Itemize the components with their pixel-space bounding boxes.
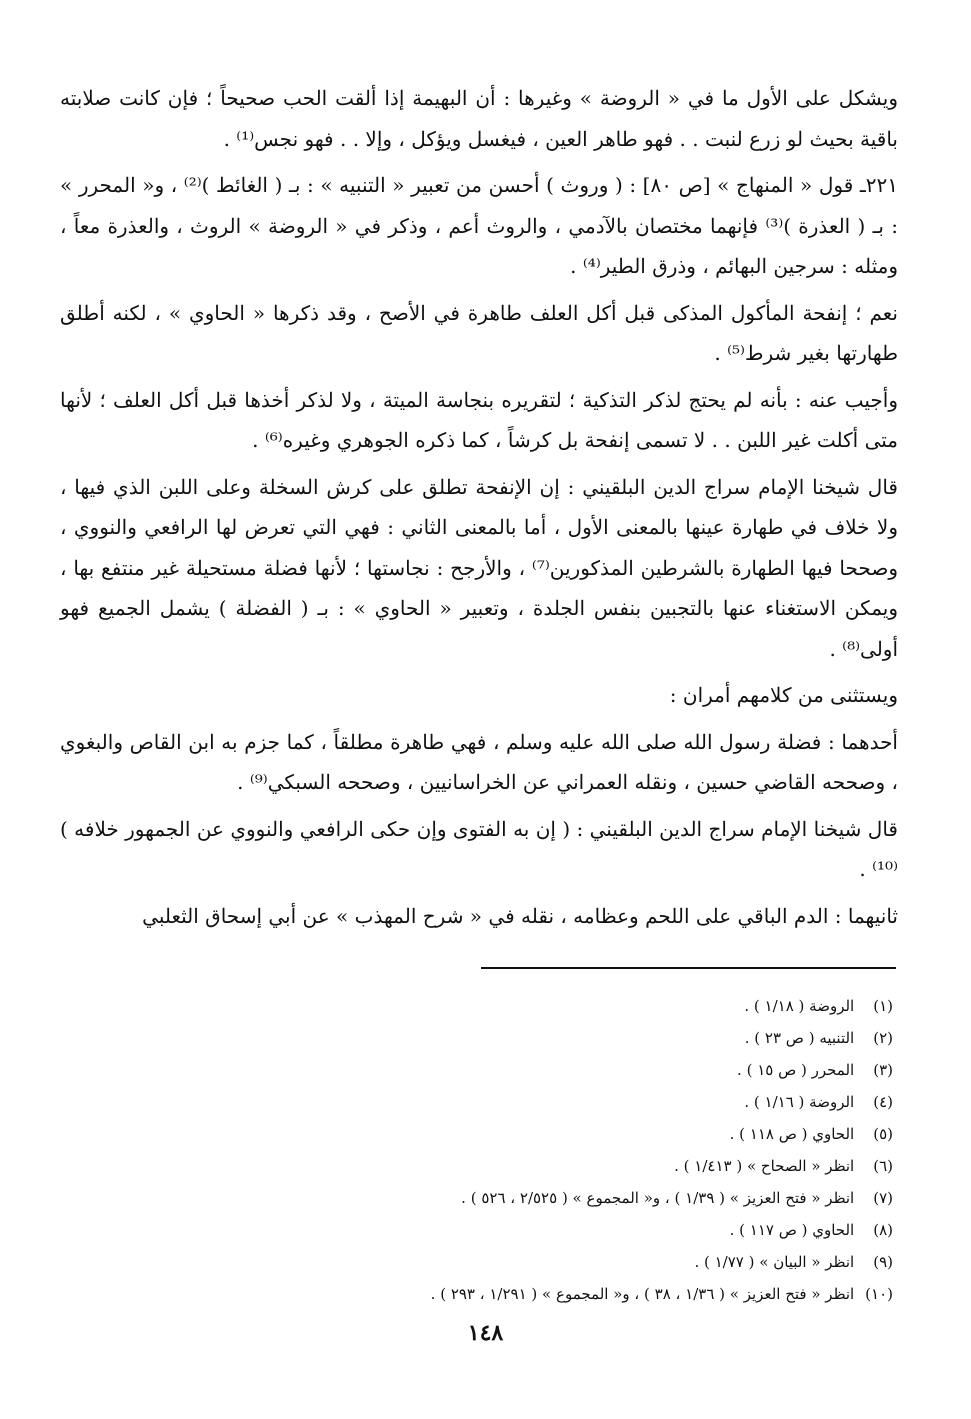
footnote-number: (٧) [873,1189,893,1207]
document-body [60,78,898,942]
footnote-separator [481,967,896,969]
footnote-text: الحاوي ( ص ١١٨ ) . [729,1125,855,1143]
footnote-number: (٥) [873,1125,893,1143]
footnote-text: الروضة ( ١/١٦ ) . [744,1093,855,1111]
page-number: ١٤٨ [467,1320,504,1346]
footnote-number: (٨) [873,1221,893,1239]
footnote-text: الحاوي ( ص ١١٧ ) . [729,1221,855,1239]
footnote-number: (١٠) [865,1285,893,1303]
footnote-text: انظر « البيان » ( ١/٧٧ ) . [694,1253,855,1271]
paragraph-7: أحدهما : فضلة رسول الله صلى الله عليه وسلم ، فهي طاهرة مطلقاً ، كما جزم به ابن القاص والبغوي ، وصححه القاضي حسين ، ونقله العمراني عن الخراسانيين ، وصححه السبكي⁽⁹⁾ . [60,729,898,794]
paragraph-5: قال شيخنا الإمام سراج الدين البلقيني : إن الإنفحة تطلق على كرش السخلة وعلى اللبن الذي فيها ، ولا خلاف في طهارة عينها بالمعنى الأول ، أما بالمعنى الثاني : فهي التي تعرض لها الرافعي والنووي ، وصححا فيها الطهارة بالشرطين المذكورين⁽⁷⁾ ، والأرجح : نجاستها ؛ لأنها فضلة مستحيلة غير منتفع بها ، ويمكن الاستغناء عنها بالتجبين بنفس الجلدة ، وتعبير « الحاوي » : بـ ( الفضلة ) يشمل الجميع فهو أولى⁽⁸⁾ . [60,474,898,661]
footnotes [133,990,893,1310]
footnote-number: (٩) [873,1253,893,1271]
footnote-number: (٣) [873,1061,893,1079]
footnote [133,1214,893,1246]
footnote-text: انظر « الصحاح » ( ١/٤١٣ ) . [674,1157,855,1175]
footnote-number: (٤) [873,1093,893,1111]
footnote-text: المحرر ( ص ١٥ ) . [737,1061,855,1079]
footnote [133,1246,893,1278]
paragraph-3: نعم ؛ إنفحة المأكول المذكى قبل أكل العلف طاهرة في الأصح ، وقد ذكرها « الحاوي » ، لكنه أطلق طهارتها بغير شرط⁽⁵⁾ . [60,300,898,365]
paragraph-6: ويستثنى من كلامهم أمران : [669,683,898,707]
footnote [133,1086,893,1118]
footnote-text: انظر « فتح العزيز » ( ١/٣٩ ) ، و« المجموع » ( ٢/٥٢٥ ، ٥٢٦ ) . [461,1189,855,1207]
footnote [133,1054,893,1086]
footnote-text: الروضة ( ١/١٨ ) . [744,997,855,1015]
paragraph-8: قال شيخنا الإمام سراج الدين البلقيني : ( إن به الفتوى وإن حكى الرافعي والنووي عن الجمهور خلافه )⁽¹⁰⁾ . [60,816,898,881]
footnote [133,990,893,1022]
footnote [133,1182,893,1214]
footnote [133,1278,893,1310]
footnote-number: (١) [873,997,893,1015]
paragraph-2: ٢٢١ـ قول « المنهاج » [ص ٨٠] : ( وروث ) أحسن من تعبير « التنبيه » : بـ ( الغائط )⁽²⁾ ، و« المحرر » : بـ ( العذرة )⁽³⁾ فإنهما مختصان بالآدمي ، والروث أعم ، وذكر في « الروضة » الروث ، والعذرة معاً ، ومثله : سرجين البهائم ، وذرق الطير⁽⁴⁾ . [60,173,899,278]
footnote [133,1022,893,1054]
footnote [133,1118,893,1150]
paragraph-1: ويشكل على الأول ما في « الروضة » وغيرها : أن البهيمة إذا ألقت الحب صحيحاً ؛ فإن كانت صلابته باقية بحيث لو زرع لنبت . . فهو طاهر العين ، فيغسل ويؤكل ، وإلا . . فهو نجس⁽¹⁾ . [60,86,898,151]
footnote [133,1150,893,1182]
paragraph-9: ثانيهما : الدم الباقي على اللحم وعظامه ، نقله في « شرح المهذب » عن أبي إسحاق الثعلبي [142,903,898,928]
footnote-number: (٦) [873,1157,893,1175]
footnote-number: (٢) [873,1029,893,1047]
paragraph-4: وأجيب عنه : بأنه لم يحتج لذكر التذكية ؛ لتقريره بنجاسة الميتة ، ولا لذكر أخذها قبل أكل العلف ؛ لأنها متى أكلت غير اللبن . . لا تسمى إنفحة بل كرشاً ، كما ذكره الجوهري وغيره⁽⁶⁾ . [60,387,898,452]
footnote-text: التنبيه ( ص ٢٣ ) . [744,1029,855,1047]
footnote-text: انظر « فتح العزيز » ( ١/٣٦ ، ٣٨ ) ، و« المجموع » ( ١/٢٩١ ، ٢٩٣ ) . [430,1285,855,1303]
